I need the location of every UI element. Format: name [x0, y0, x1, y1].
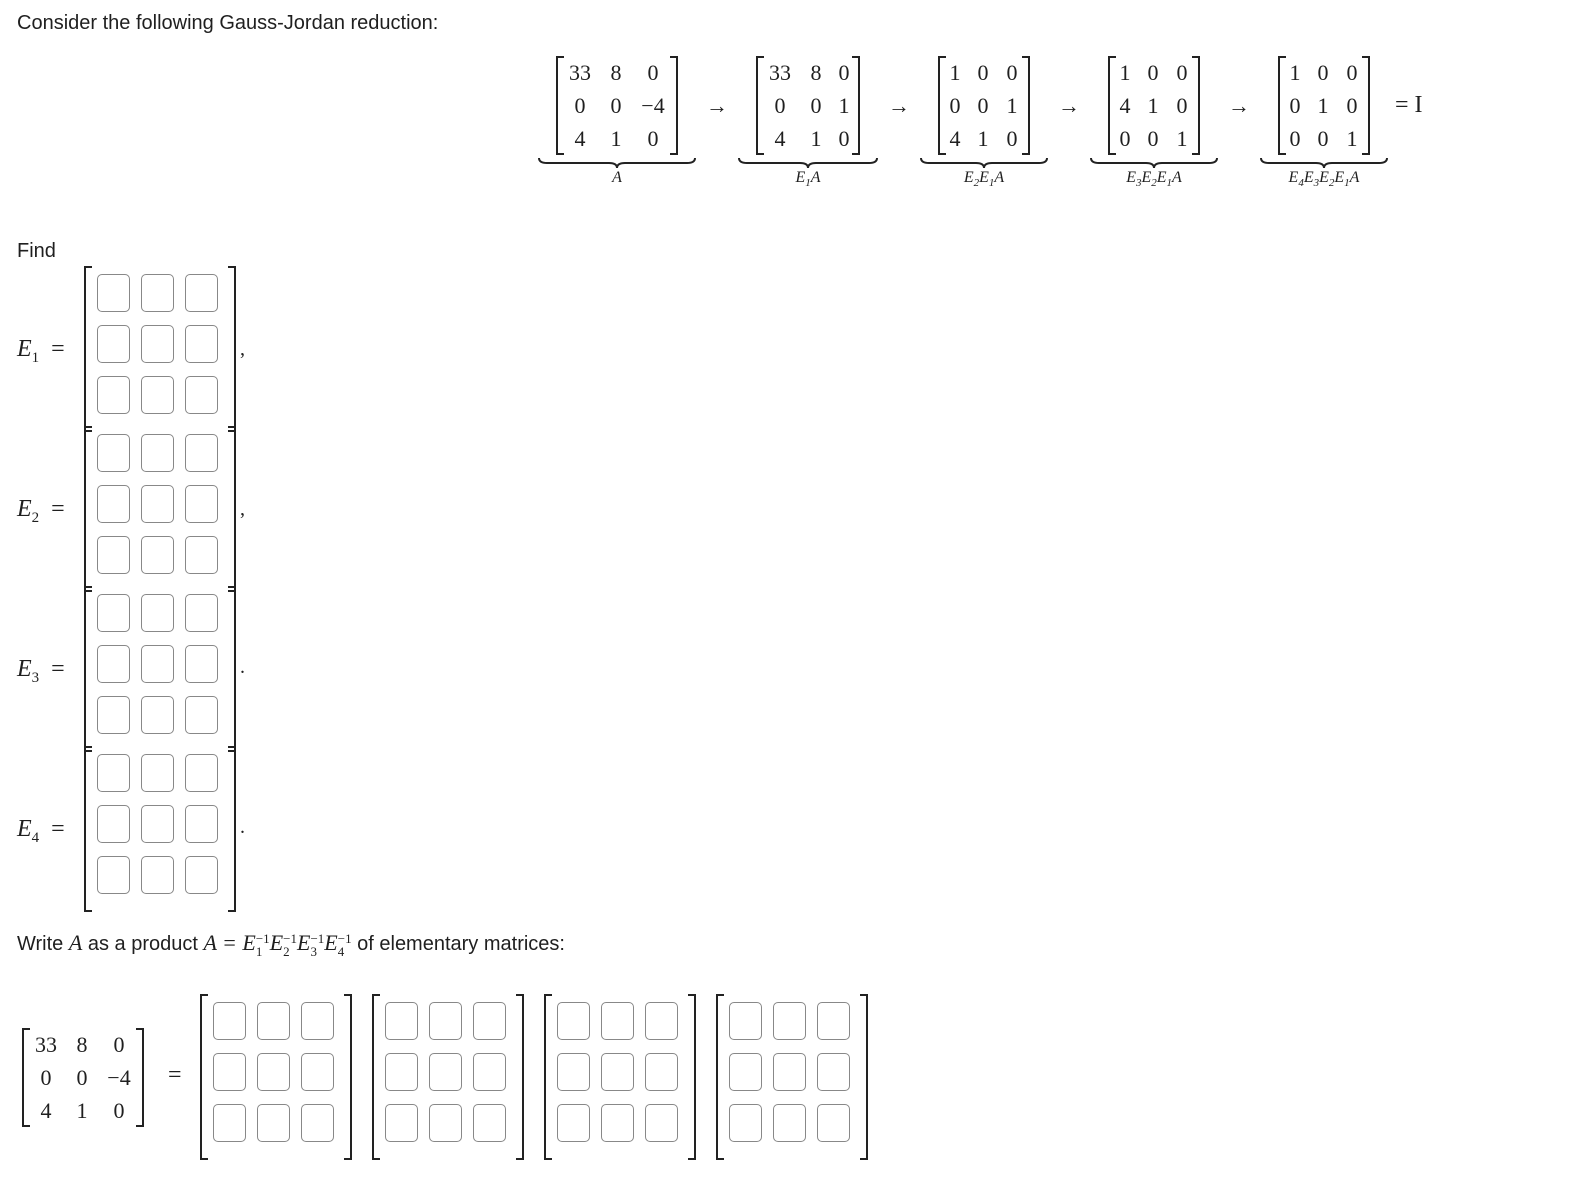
entry-r2-c1[interactable]	[97, 485, 130, 523]
entry-r1-c2[interactable]	[601, 1002, 634, 1040]
entry-r1-c2[interactable]	[141, 274, 174, 312]
matrix-cell: 1	[1346, 126, 1358, 151]
matrix-cell: 4	[1119, 93, 1131, 118]
matrix-cell: 0	[1289, 126, 1301, 151]
formula	[203, 930, 352, 959]
entry-r2-c3[interactable]	[185, 485, 218, 523]
entry-r1-c2[interactable]	[429, 1002, 462, 1040]
matrix-cell: 0	[838, 60, 850, 85]
matrix-cell: 0	[838, 126, 850, 151]
reduction-arrow: →	[888, 93, 910, 118]
matrix-cell: 1	[1119, 60, 1131, 85]
matrix-cell: 0	[1119, 126, 1131, 151]
matrix-cell: 1	[1006, 93, 1018, 118]
chain-matrix-4	[1089, 56, 1219, 189]
entry-r2-c2[interactable]	[141, 645, 174, 683]
reduction-chain	[537, 56, 1423, 189]
matrix-cell: 4	[949, 126, 961, 151]
matrix-cell: 0	[76, 1065, 88, 1090]
entry-r1-c2[interactable]	[141, 434, 174, 472]
entry-r3-c2[interactable]	[257, 1104, 290, 1142]
entry-r2-c1[interactable]	[97, 325, 130, 363]
matrix-cell: 0	[1176, 93, 1188, 118]
matrix-cell: 0	[977, 60, 989, 85]
matrix-cell: 0	[1317, 60, 1329, 85]
entry-r1-c3[interactable]	[817, 1002, 850, 1040]
input-grid	[97, 274, 218, 414]
matrix-cell: 0	[774, 93, 786, 118]
entry-r1-c1[interactable]	[97, 434, 130, 472]
matrix-input-e4	[84, 746, 236, 912]
entry-r3-c2[interactable]	[141, 696, 174, 734]
underbrace	[1089, 157, 1219, 169]
matrix-cell: 0	[610, 93, 622, 118]
entry-r2-c3[interactable]	[185, 805, 218, 843]
formula-lhs: A =	[203, 930, 243, 955]
matrix-cell: 33	[569, 60, 591, 85]
matrix-cell: 1	[1176, 126, 1188, 151]
matrix-cell: 0	[1147, 126, 1159, 151]
entry-r2-c2[interactable]	[601, 1053, 634, 1091]
entry-r2-c2[interactable]	[429, 1053, 462, 1091]
matrix-a	[22, 1028, 144, 1127]
entry-r1-c2[interactable]	[773, 1002, 806, 1040]
product-factor-input-1	[200, 994, 352, 1160]
entry-r2-c1[interactable]	[213, 1053, 246, 1091]
matrix-cell: 0	[647, 126, 659, 151]
reduction-arrow: →	[706, 93, 728, 118]
entry-r3-c2[interactable]	[141, 536, 174, 574]
entry-r3-c3[interactable]	[185, 856, 218, 894]
entry-r3-c2[interactable]	[141, 376, 174, 414]
matrix-cell: 1	[949, 60, 961, 85]
entry-r3-c1[interactable]	[213, 1104, 246, 1142]
matrix-cell: 1	[810, 126, 822, 151]
entry-r3-c2[interactable]	[141, 856, 174, 894]
entry-r2-c2[interactable]	[141, 485, 174, 523]
entry-r3-c2[interactable]	[601, 1104, 634, 1142]
write-text-mid: as a product	[82, 933, 204, 955]
entry-r1-c1[interactable]	[557, 1002, 590, 1040]
label-e4: $E_4$ =	[17, 816, 65, 846]
matrix-cell: 0	[1346, 93, 1358, 118]
entry-r1-c3[interactable]	[645, 1002, 678, 1040]
find-label: Find	[17, 240, 56, 262]
underbrace	[919, 157, 1049, 169]
entry-r1-c1[interactable]	[385, 1002, 418, 1040]
entry-r2-c3[interactable]	[185, 645, 218, 683]
chain-matrix-label: $E_4E_3E_2E_1A$	[1288, 169, 1360, 190]
punctuation: ,	[240, 338, 245, 360]
entry-r1-c2[interactable]	[257, 1002, 290, 1040]
matrix-cell: 0	[1317, 126, 1329, 151]
entry-r2-c1[interactable]	[97, 645, 130, 683]
label-e2: $E_2$ =	[17, 496, 65, 526]
label-e3: $E_3$ =	[17, 656, 65, 686]
entry-r1-c1[interactable]	[729, 1002, 762, 1040]
matrix-cell: 0	[949, 93, 961, 118]
chain-matrix-label: $E_2E_1A$	[963, 169, 1005, 190]
input-grid	[213, 1002, 334, 1142]
entry-r2-c2[interactable]	[141, 325, 174, 363]
chain-matrix-1	[537, 56, 697, 187]
entry-r2-c3[interactable]	[301, 1053, 334, 1091]
matrix-input-e2	[84, 426, 236, 592]
matrix-cell: 0	[1176, 60, 1188, 85]
entry-r1-c2[interactable]	[141, 754, 174, 792]
entry-r1-c3[interactable]	[185, 434, 218, 472]
input-grid	[557, 1002, 678, 1142]
matrix-cell: −4	[107, 1065, 131, 1090]
underbrace	[737, 157, 879, 169]
chain-matrix-brackets	[938, 56, 1030, 155]
write-text-before: Write	[17, 933, 69, 955]
matrix-cell: 1	[1317, 93, 1329, 118]
product-instruction	[17, 930, 565, 958]
input-grid	[97, 434, 218, 574]
entry-r3-c3[interactable]	[301, 1104, 334, 1142]
product-factor-input-2	[372, 994, 524, 1160]
matrix-cell: 1	[1147, 93, 1159, 118]
matrix-a-brackets	[22, 1028, 144, 1127]
underbrace	[1259, 157, 1389, 169]
matrix-cell: 0	[40, 1065, 52, 1090]
matrix-cell: 0	[574, 93, 586, 118]
entry-r2-c3[interactable]	[817, 1053, 850, 1091]
product-factor-input-4	[716, 994, 868, 1160]
entry-r1-c3[interactable]	[185, 274, 218, 312]
matrix-cell: 8	[810, 60, 822, 85]
chain-matrix-label: $E_3E_2E_1A$	[1126, 169, 1182, 190]
entry-r3-c3[interactable]	[817, 1104, 850, 1142]
matrix-cell: 33	[35, 1032, 57, 1057]
entry-r3-c1[interactable]	[385, 1104, 418, 1142]
chain-matrix-label: $E_1A$	[795, 169, 821, 190]
chain-matrix-brackets	[1278, 56, 1370, 155]
chain-matrix-2	[737, 56, 879, 189]
input-grid	[97, 754, 218, 894]
matrix-cell: 1	[1289, 60, 1301, 85]
formula-factors: E −1 1 E −1 2 E −1 3 E −1 4	[242, 930, 352, 959]
entry-r1-c3[interactable]	[473, 1002, 506, 1040]
intro-text: Consider the following Gauss-Jordan reduction:	[17, 12, 439, 34]
entry-r3-c1[interactable]	[97, 536, 130, 574]
chain-matrix-5	[1259, 56, 1389, 189]
reduction-arrow: →	[1228, 93, 1250, 118]
matrix-cell: 1	[76, 1098, 88, 1123]
entry-r2-c3[interactable]	[645, 1053, 678, 1091]
punctuation: ,	[240, 498, 245, 520]
var-a: A	[68, 930, 83, 955]
label-e1: $E_1$ =	[17, 336, 65, 366]
entry-r2-c3[interactable]	[473, 1053, 506, 1091]
matrix-cell: 0	[1147, 60, 1159, 85]
matrix-cell: 0	[1006, 126, 1018, 151]
entry-r3-c2[interactable]	[429, 1104, 462, 1142]
matrix-cell: 0	[113, 1032, 125, 1057]
chain-matrix-brackets	[756, 56, 860, 155]
entry-r3-c1[interactable]	[97, 856, 130, 894]
entry-r2-c1[interactable]	[385, 1053, 418, 1091]
matrix-cell: 0	[647, 60, 659, 85]
matrix-input-e1	[84, 266, 236, 432]
entry-r2-c2[interactable]	[257, 1053, 290, 1091]
punctuation: .	[240, 816, 245, 838]
matrix-cell: 0	[1346, 60, 1358, 85]
entry-r1-c3[interactable]	[185, 754, 218, 792]
entry-r1-c2[interactable]	[141, 594, 174, 632]
chain-matrix-brackets	[556, 56, 678, 155]
matrix-cell: 1	[610, 126, 622, 151]
matrix-cell: 33	[769, 60, 791, 85]
entry-r2-c3[interactable]	[185, 325, 218, 363]
write-text-after: of elementary matrices:	[351, 933, 565, 955]
entry-r2-c1[interactable]	[557, 1053, 590, 1091]
chain-matrix-label: A	[612, 169, 622, 186]
reduction-arrow: →	[1058, 93, 1080, 118]
entry-r1-c3[interactable]	[301, 1002, 334, 1040]
matrix-cell: 1	[838, 93, 850, 118]
chain-matrix-brackets	[1108, 56, 1200, 155]
input-grid	[385, 1002, 506, 1142]
entry-r3-c3[interactable]	[185, 696, 218, 734]
entry-r1-c1[interactable]	[97, 274, 130, 312]
entry-r2-c1[interactable]	[97, 805, 130, 843]
matrix-cell: 8	[610, 60, 622, 85]
entry-r3-c1[interactable]	[97, 376, 130, 414]
underbrace	[537, 157, 697, 169]
entry-r1-c1[interactable]	[97, 594, 130, 632]
matrix-cell: 4	[574, 126, 586, 151]
entry-r2-c2[interactable]	[773, 1053, 806, 1091]
entry-r3-c1[interactable]	[729, 1104, 762, 1142]
input-grid	[729, 1002, 850, 1142]
entry-r1-c1[interactable]	[213, 1002, 246, 1040]
matrix-input-e3	[84, 586, 236, 752]
equals-sign: =	[168, 1062, 182, 1088]
matrix-cell: 4	[40, 1098, 52, 1123]
entry-r2-c1[interactable]	[729, 1053, 762, 1091]
entry-r1-c3[interactable]	[185, 594, 218, 632]
entry-r3-c1[interactable]	[97, 696, 130, 734]
input-grid	[97, 594, 218, 734]
matrix-cell: −4	[641, 93, 665, 118]
product-factor-input-3	[544, 994, 696, 1160]
entry-r1-c1[interactable]	[97, 754, 130, 792]
entry-r2-c2[interactable]	[141, 805, 174, 843]
matrix-cell: 0	[113, 1098, 125, 1123]
matrix-cell: 0	[1006, 60, 1018, 85]
matrix-cell: 8	[76, 1032, 88, 1057]
matrix-cell: 0	[977, 93, 989, 118]
entry-r3-c2[interactable]	[773, 1104, 806, 1142]
matrix-cell: 0	[810, 93, 822, 118]
punctuation: .	[240, 656, 245, 678]
entry-r3-c1[interactable]	[557, 1104, 590, 1142]
entry-r3-c3[interactable]	[645, 1104, 678, 1142]
matrix-cell: 1	[977, 126, 989, 151]
entry-r3-c3[interactable]	[185, 536, 218, 574]
entry-r3-c3[interactable]	[473, 1104, 506, 1142]
matrix-cell: 4	[774, 126, 786, 151]
entry-r3-c3[interactable]	[185, 376, 218, 414]
matrix-cell: 0	[1289, 93, 1301, 118]
equals-identity: = I	[1395, 92, 1423, 118]
chain-matrix-3	[919, 56, 1049, 189]
